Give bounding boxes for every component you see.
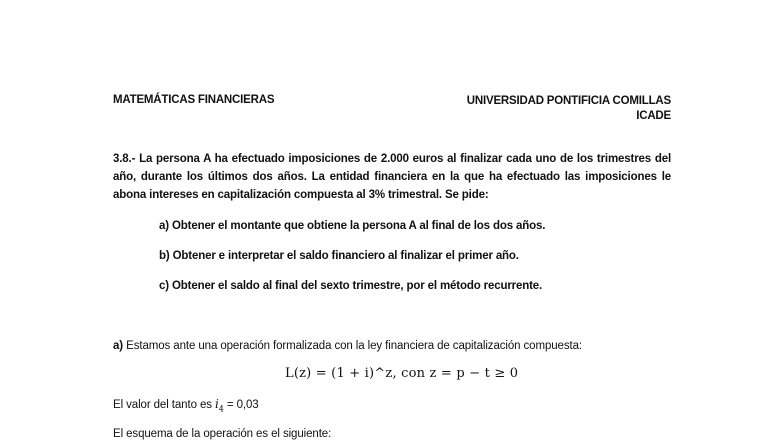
header-university: UNIVERSIDAD PONTIFICIA COMILLAS [466,95,671,107]
task-c: c) Obtener el saldo al final del sexto trimestre, por el método recurrente. [159,280,543,292]
header-institution [467,94,671,124]
solution-a-label: a) [113,340,124,352]
tanto-text: El valor del tanto es [113,399,212,411]
tanto-value: = 0,03 [226,399,259,411]
problem-text: La persona A ha efectuado imposiciones de 2.000 euros al finalizar cada uno de los trimestres del año, durante los últimos dos años. La entidad financiera en la que ha efectuado las imposiciones le abona intereses en capitalización compuesta al 3% trimestral. Se pide: [113,153,671,201]
task-a: a) Obtener el montante que obtiene la persona A al final de los dos años. [159,220,546,232]
problem-statement [113,150,671,204]
task-b: b) Obtener e interpretar el saldo financiero al finalizar el primer año. [159,250,519,262]
solution-a-text: Estamos ante una operación formalizada con la ley financiera de capitalización compuesta: [126,340,582,352]
header-school: ICADE [636,110,671,122]
problem-number: 3.8.- [113,153,136,165]
capitalization-formula: L(z) = (1 + i)^z, con z = p − t ≥ 0 [285,366,519,381]
tanto-symbol: $i_4$ [215,397,224,414]
tanto-line [113,397,259,413]
esquema-line: El esquema de la operación es el siguiente: [113,428,332,440]
solution-a-intro [113,340,582,352]
header-course-title: MATEMÁTICAS FINANCIERAS [113,94,275,106]
